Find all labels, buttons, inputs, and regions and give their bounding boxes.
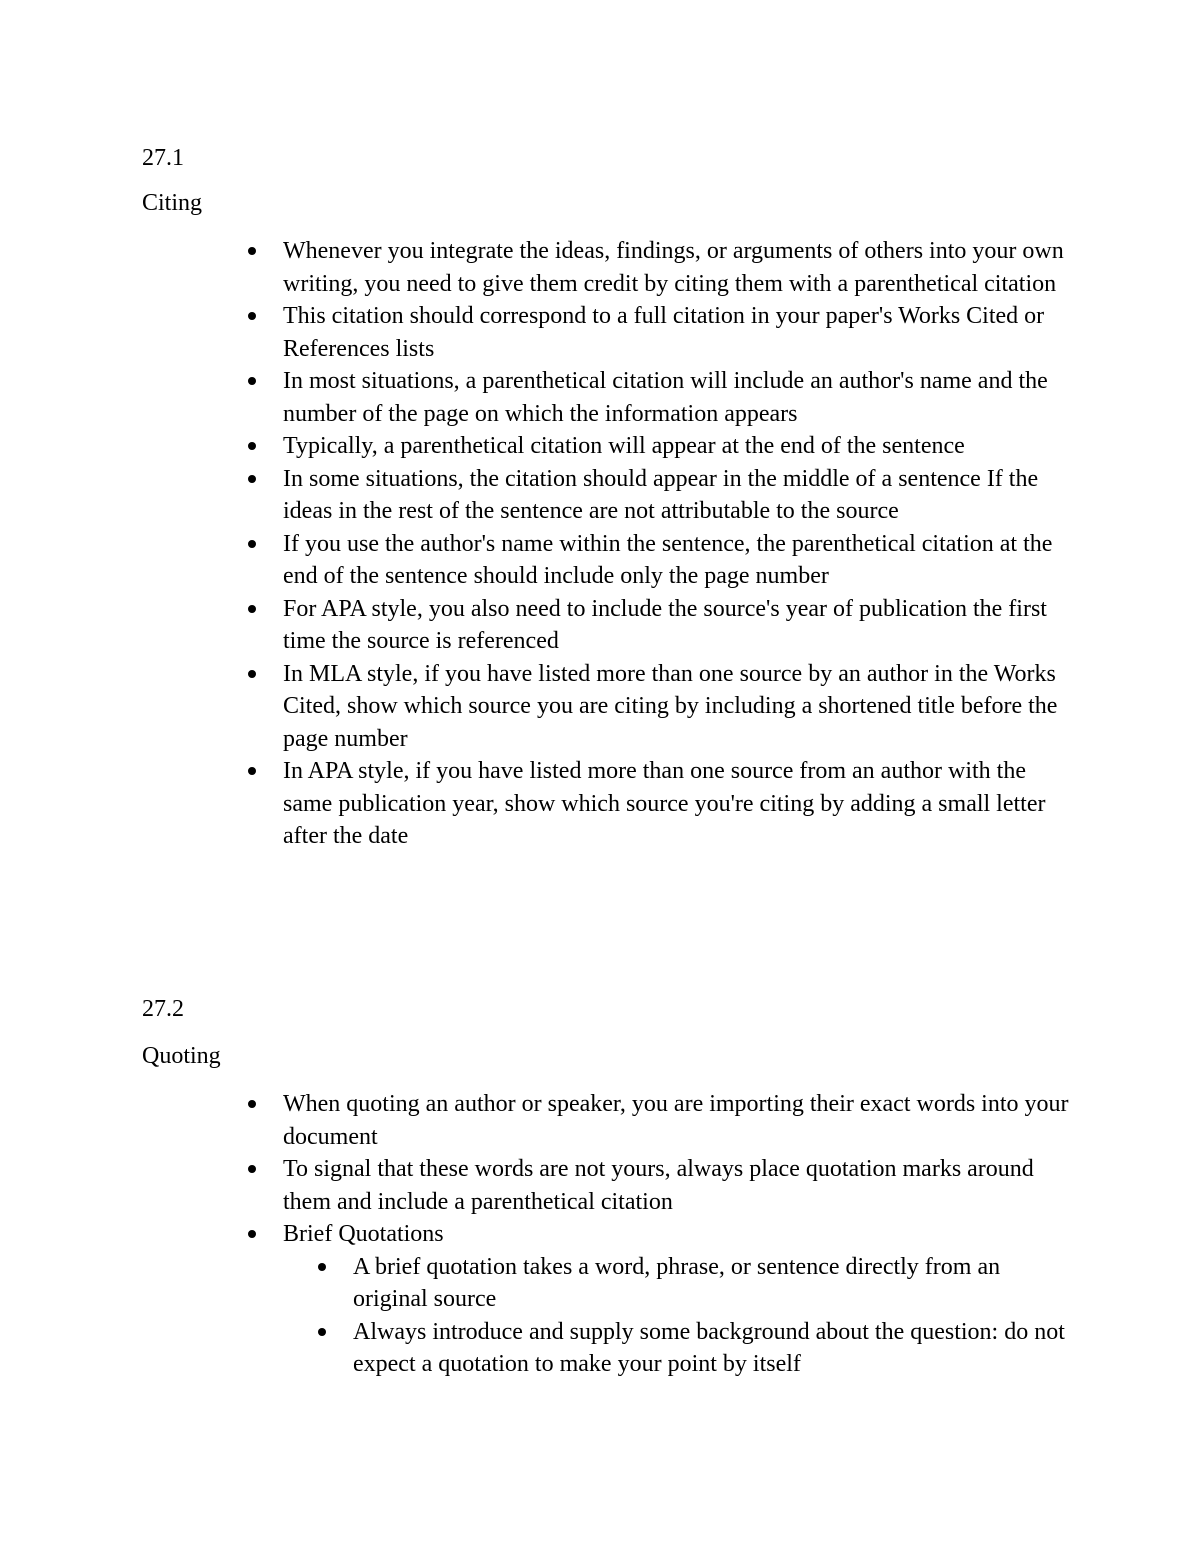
list-item: In most situations, a parenthetical citation will include an author's name and the number of the page on which the information appears <box>0 365 1073 430</box>
sub-bullet-list <box>283 1251 1073 1381</box>
list-item: In MLA style, if you have listed more than one source by an author in the Works Cited, show which source you are citing by including a shortened title before the page number <box>0 658 1073 756</box>
section-number: 27.2 <box>142 996 184 1022</box>
list-item <box>0 1218 1073 1381</box>
sub-list-item: A brief quotation takes a word, phrase, or sentence directly from an original source <box>353 1251 1073 1316</box>
list-item: To signal that these words are not yours, always place quotation marks around them and include a parenthetical citation <box>0 1153 1073 1218</box>
list-item: Typically, a parenthetical citation will appear at the end of the sentence <box>0 430 1073 463</box>
bullet-list <box>0 235 1073 853</box>
section-number: 27.1 <box>142 145 184 171</box>
list-item: For APA style, you also need to include the source's year of publication the first time the source is referenced <box>0 593 1073 658</box>
section-heading: Quoting <box>142 1043 221 1069</box>
section-heading: Citing <box>142 190 203 216</box>
list-item: When quoting an author or speaker, you are importing their exact words into your document <box>0 1088 1073 1153</box>
list-item: This citation should correspond to a full citation in your paper's Works Cited or References lists <box>0 300 1073 365</box>
list-item-label: Brief Quotations <box>283 1221 444 1247</box>
bullet-list <box>0 1088 1073 1381</box>
list-item: In APA style, if you have listed more than one source from an author with the same publication year, show which source you're citing by adding a small letter after the date <box>0 755 1073 853</box>
sub-list-item: Always introduce and supply some background about the question: do not expect a quotation to make your point by itself <box>353 1316 1073 1381</box>
list-item: If you use the author's name within the sentence, the parenthetical citation at the end of the sentence should include only the page number <box>0 528 1073 593</box>
list-item: Whenever you integrate the ideas, findings, or arguments of others into your own writing, you need to give them credit by citing them with a parenthetical citation <box>0 235 1073 300</box>
list-item: In some situations, the citation should appear in the middle of a sentence If the ideas in the rest of the sentence are not attributable to the source <box>0 463 1073 528</box>
